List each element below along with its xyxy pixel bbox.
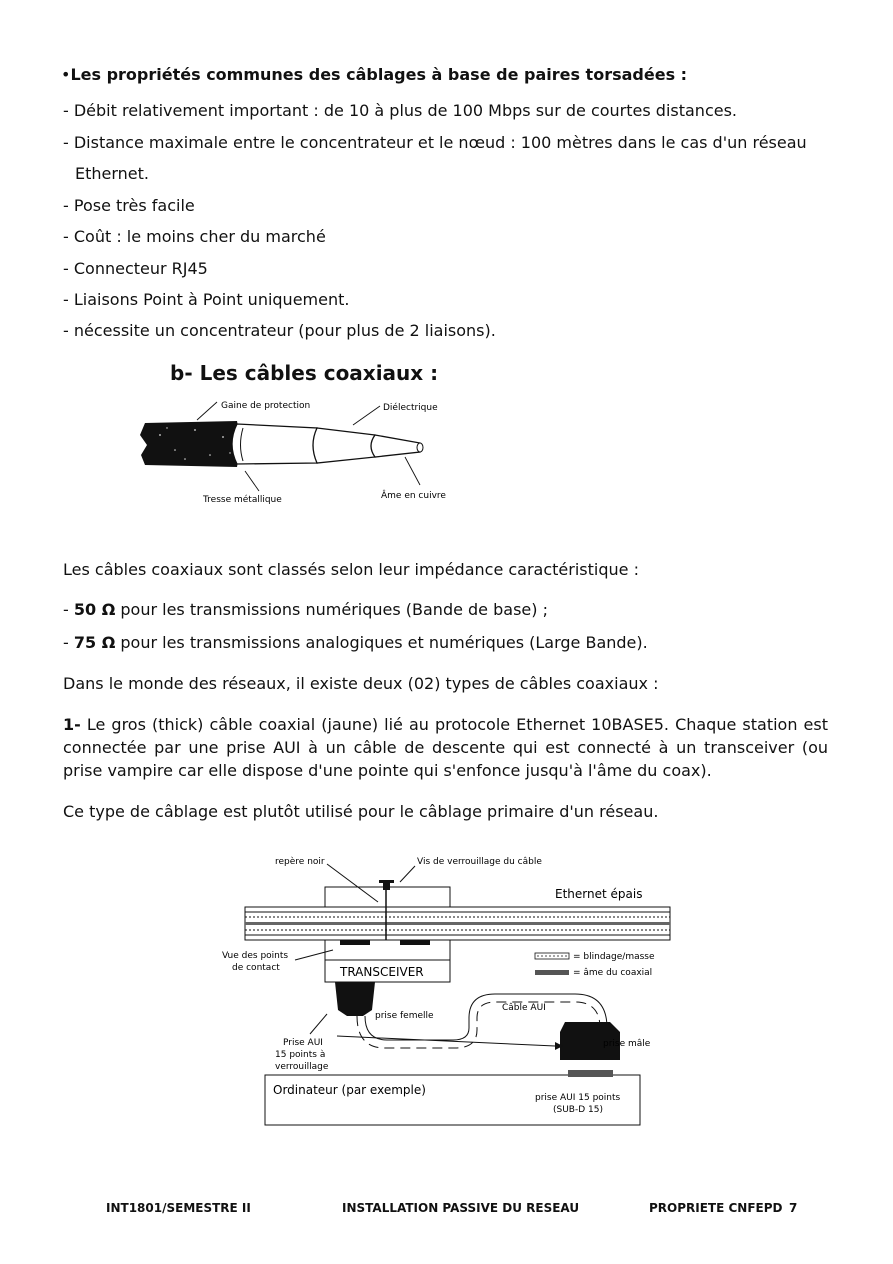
list-item: - nécessite un concentrateur (pour plus de 2 liaisons). [63, 321, 496, 340]
ethernet-label: Ethernet épais [555, 887, 643, 901]
computer-label: Ordinateur (par exemple) [273, 1083, 426, 1097]
list-item: - Coût : le moins cher du marché [63, 227, 326, 246]
vue-label-2: de contact [232, 963, 280, 973]
bullet-heading [61, 65, 687, 85]
label-core: Âme en cuivre [381, 491, 446, 501]
subsection-title: b- Les câbles coaxiaux : [170, 361, 439, 385]
paragraph-intro: Les câbles coaxiaux sont classés selon leur impédance caractéristique : [63, 560, 639, 579]
prise-aui-label-1: Prise AUI [283, 1038, 323, 1048]
bullet-icon: • [61, 65, 71, 84]
prise-aui-label-2: 15 points à [275, 1050, 326, 1060]
item-number: 1- [63, 715, 81, 734]
outer-sheath [140, 421, 241, 467]
footer-left: INT1801/SEMESTRE II [106, 1201, 251, 1215]
legend-core-swatch [535, 970, 569, 975]
paragraph-thick-coax: 1- Le gros (thick) câble coaxial (jaune) lié au protocole Ethernet 10BASE5. Chaque station est connectée par une prise AUI à un câble de descente qui est connecté à un transceiver (ou prise vampire car elle dispose d'une pointe qui s'enfonce jusqu'à l'âme du coax). [63, 715, 828, 780]
braid-layer [232, 424, 317, 464]
female-connector [335, 982, 375, 1016]
transceiver-figure [215, 850, 675, 1130]
list-item-continuation: Ethernet. [75, 164, 150, 183]
page-number: 7 [789, 1201, 798, 1215]
label-braid: Tresse métallique [203, 495, 282, 505]
list-item: - Liaisons Point à Point uniquement. [63, 290, 350, 309]
femelle-label: prise femelle [375, 1011, 434, 1021]
label-dielectric: Diélectrique [383, 403, 438, 413]
transceiver-label: TRANSCEIVER [340, 965, 424, 979]
list-item-75ohm: - 75 Ω pour les transmissions analogiques et numériques (Large Bande). [63, 633, 648, 652]
dielectric-layer [313, 428, 375, 463]
label-sheath: Gaine de protection [221, 401, 311, 411]
subd-label-1: prise AUI 15 points [535, 1093, 621, 1103]
copper-core [371, 435, 420, 457]
impedance-50: 50 Ω [73, 600, 116, 619]
screw-icon [383, 882, 390, 890]
section-heading: Les propriétés communes des câblages à base de paires torsadées : [70, 65, 688, 84]
list-item: - Distance maximale entre le concentrateur et le nœud : 100 mètres dans le cas d'un réseau [63, 133, 807, 152]
legend-shield-swatch [535, 953, 569, 959]
subd-label-2: (SUB-D 15) [553, 1105, 603, 1115]
cable-aui-label: Câble AUI [502, 1003, 546, 1013]
paragraph-usage: Ce type de câblage est plutôt utilisé pour le câblage primaire d'un réseau. [63, 802, 659, 821]
legend-core: = âme du coaxial [573, 968, 653, 978]
list-item: - Pose très facile [63, 196, 195, 215]
impedance-75: 75 Ω [73, 633, 116, 652]
prise-aui-label-3: verrouillage [275, 1062, 329, 1072]
legend-shield: = blindage/masse [573, 952, 655, 962]
list-item-50ohm: - 50 Ω pour les transmissions numériques (Bande de base) ; [63, 600, 548, 619]
list-item: - Connecteur RJ45 [63, 259, 208, 278]
list-item: - Débit relativement important : de 10 à plus de 100 Mbps sur de courtes distances. [63, 101, 737, 120]
coax-cable-figure [135, 395, 465, 510]
footer-right: PROPRIETE CNFEPD [649, 1201, 783, 1215]
footer-center: INSTALLATION PASSIVE DU RESEAU [342, 1201, 580, 1215]
repere-label: repère noir [275, 857, 325, 867]
vis-label: Vis de verrouillage du câble [417, 857, 542, 867]
paragraph-types: Dans le monde des réseaux, il existe deux (02) types de câbles coaxiaux : [63, 674, 659, 693]
male-label: prise mâle [603, 1039, 651, 1049]
vue-label-1: Vue des points [222, 951, 289, 961]
